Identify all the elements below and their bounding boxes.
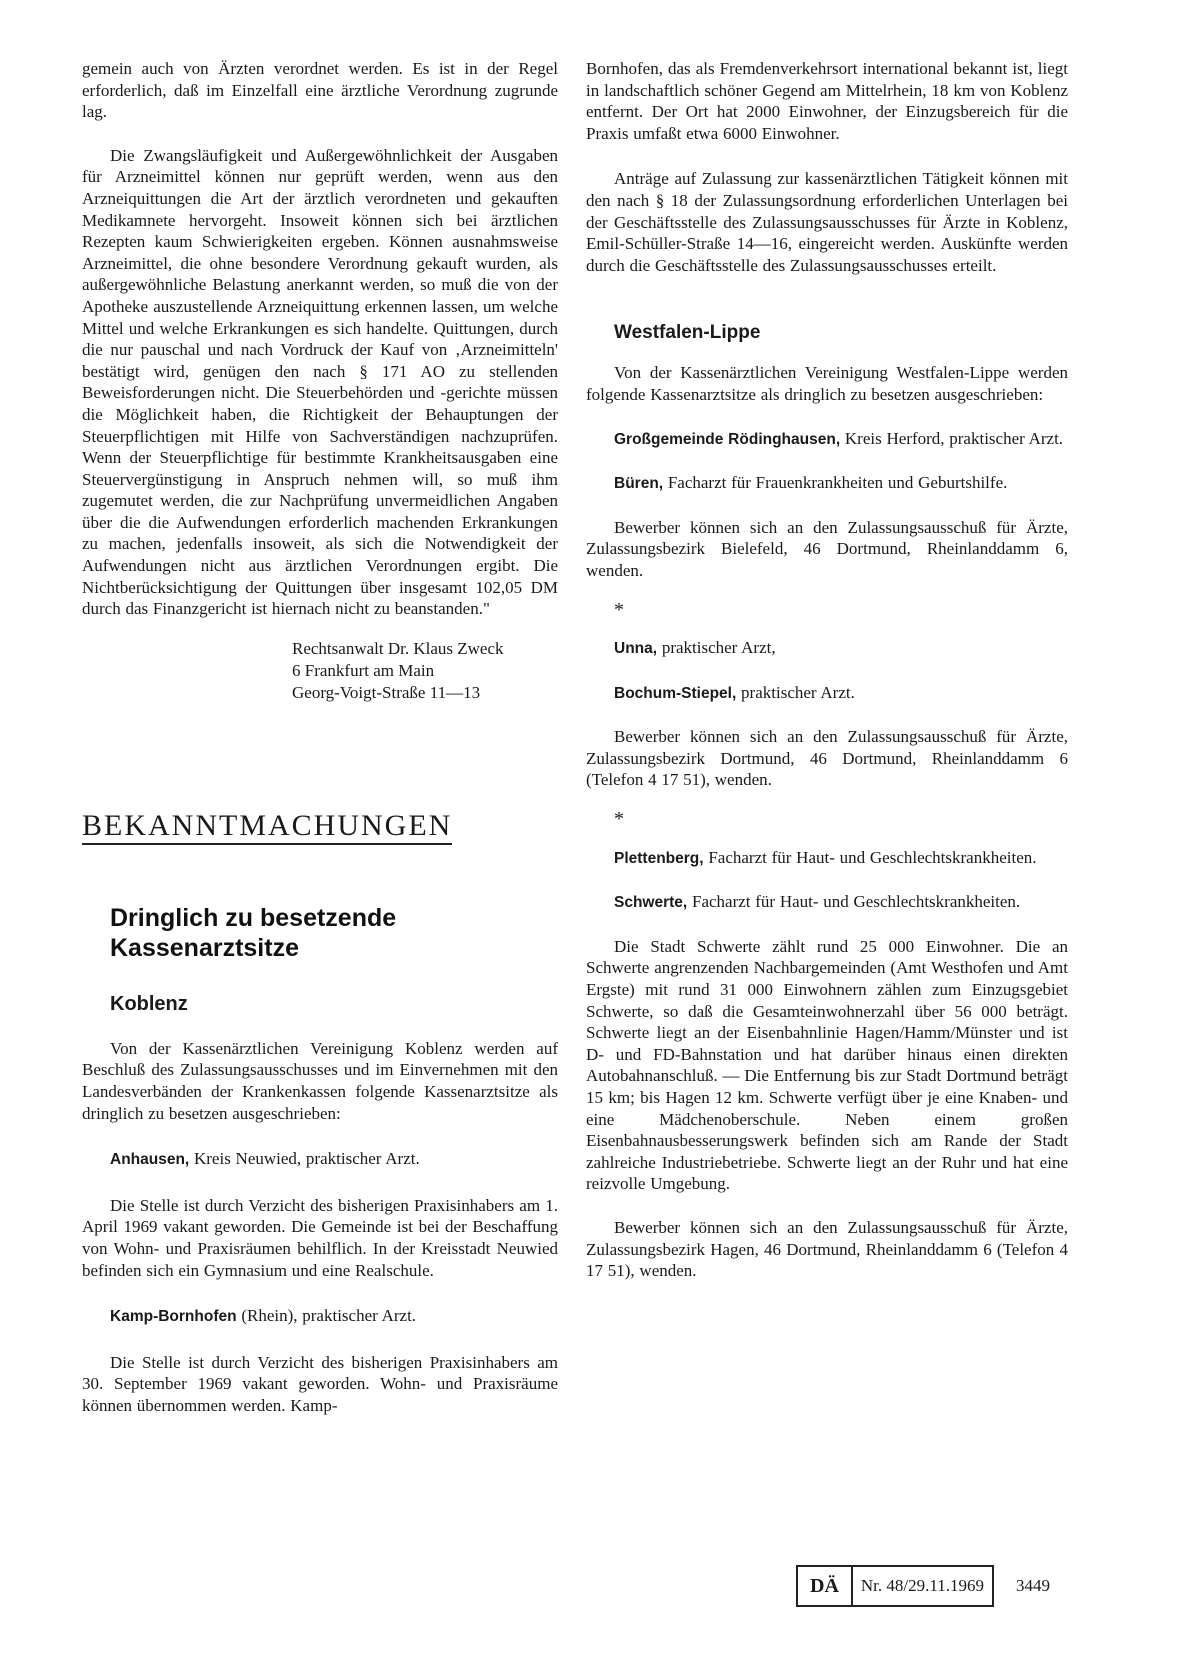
paragraph: Von der Kassenärztlichen Vereinigung Westfalen-Lippe werden folgende Kassenarztsitze als dringlich zu besetzen ausgeschrieben: [586,363,1068,404]
subheading-koblenz: Koblenz [110,992,188,1015]
paragraph: Die Zwangsläufigkeit und Außergewöhnlichkeit der Ausgaben für Arzneimittel können nur geprüft werden, wenn aus den Arzneiquittungen die Art der ärztlich verordneten und gekauften Medikamnete hervorgeht. Insoweit können sich bei ärztlichen Rezepten kaum Schwierigkeiten ergeben. Können ausnahmsweise Arzneimittel, die ohne besondere Verordnung gekauft wurden, als außergewöhnliche Belastung anerkannt werden, so muß die von der Apotheke auszustellende Arzneiquittung erkennen lassen, um welche Mittel und welche Erkrankungen es sich handelte. Quittungen, durch die nur pauschal und nach Vordruck der Kauf von ‚Arzneimitteln' bestätigt wird, genügen den nach § 171 AO zu stellenden Beweisforderungen nicht. Die Steuerbehörden und -gerichte müssen die Möglichkeit haben, die Richtigkeit der Behauptungen der Steuerpflichtigen mit Hilfe von Sachverständigen nachzuprüfen. Wenn der Steuerpflichtige für bestimmte Krankheitsausgaben eine Steuervergünstigung in Anspruch nehmen will, so muß ihm zugemutet werden, die zur Nachprüfung unvermeidlichen Angaben über die die Aufwendungen erforderlich machenden Erkrankungen zu machen, jedenfalls insoweit, als sich die Notwendigkeit der Aufwendungen nicht aus ärztlichen Verordnungen ergibt. Die Nichtberücksichtigung der Quittungen über insgesamt 102,05 DM durch das Finanzgericht ist hiernach nicht zu beanstanden." [82,145,558,619]
listing-detail: Facharzt für Haut- und Geschlechtskrankheiten. [687,892,1021,912]
paragraph: Bewerber können sich an den Zulassungsausschuß für Ärzte, Zulassungsbezirk Bielefeld, 46 Dortmund, Rheinlanddamm 6, wenden. [586,517,1068,580]
paragraph: Die Stadt Schwerte zählt rund 25 000 Einwohner. Die an Schwerte angrenzenden Nachbargemeinden (Amt Westhofen und Amt Ergste) mit rund 31 000 Einwohnern zählen zum Einzugsgebiet Schwerte, so daß die Gesamteinwohnerzahl über 56 000 beträgt. Schwerte liegt an der Eisenbahnlinie Hagen/Hamm/Münster und ist D- und FD-Bahnstation und hat darüber hinaus einen direkten Autobahnanschluß. — Die Entfernung bis zur Stadt Dortmund beträgt 15 km; bis Hagen 12 km. Schwerte verfügt über je eine Knaben- und eine Mädchenoberschule. Neben einem großen Eisenbahnausbesserungswerk befinden sich am Rande der Stadt zahlreiche Industriebetriebe. Schwerte liegt an der Ruhr und hat eine reizvolle Umgebung. [586,936,1068,1194]
author-street: Georg-Voigt-Straße 11—13 [292,682,481,702]
section-heading-wrap [82,809,558,845]
listing-place: Großgemeinde Rödinghausen, [614,430,841,448]
listing-plettenberg [586,847,1068,870]
issue-box [796,1565,994,1607]
paragraph: Bornhofen, das als Fremdenverkehrsort international bekannt ist, liegt in landschaftlich schöner Gegend am Mittelrhein, 18 km von Koblenz entfernt. Der Ort hat 2000 Einwohner, der Einzugsbereich für die Praxis umfaßt etwa 6000 Einwohner. [586,59,1068,143]
page-number: 3449 [1015,1576,1050,1595]
listing-bueren [586,472,1068,495]
journal-logo: DÄ [798,1567,853,1605]
separator-star: * [614,598,624,621]
listing-anhausen [82,1148,558,1171]
paragraph: Die Stelle ist durch Verzicht des bisherigen Praxisinhabers am 30. September 1969 vakant geworden. Wohn- und Praxisräume können übernommen werden. Kamp- [82,1352,558,1415]
separator-star: * [614,808,624,831]
listing-place: Büren, [614,475,664,493]
listing-detail: Facharzt für Haut- und Geschlechtskrankheiten. [703,847,1037,867]
listing-detail: Facharzt für Frauenkrankheiten und Geburtshilfe. [663,473,1008,493]
paragraph: Bewerber können sich an den Zulassungsausschuß für Ärzte, Zulassungsbezirk Hagen, 46 Dortmund, Rheinlanddamm 6 (Telefon 4 17 51), wenden. [586,1217,1068,1281]
listing-bochum-stiepel [586,682,1068,705]
listing-detail: Kreis Herford, praktischer Arzt. [840,428,1064,448]
listing-schwerte [586,891,1068,914]
author-name: Rechtsanwalt Dr. Klaus Zweck [292,638,504,658]
listing-roedinghausen [586,428,1068,451]
section-heading: BEKANNTMACHUNGEN [82,809,452,845]
main-heading-line: Kassenarztsitze [110,933,299,962]
paragraph: Die Stelle ist durch Verzicht des bisherigen Praxisinhabers am 1. April 1969 vakant geworden. Die Gemeinde ist bei der Beschaffung von Wohn- und Praxisräumen behilflich. In der Kreisstadt Neuwied befinden sich ein Gymnasium und eine Realschule. [82,1195,558,1280]
paragraph: Anträge auf Zulassung zur kassenärztlichen Tätigkeit können mit den nach § 18 der Zulassungsordnung erforderlichen Unterlagen bei der Geschäftsstelle des Zulassungsausschusses für Ärzte in Koblenz, Emil-Schüller-Straße 14—16, eingereicht werden. Auskünfte werden durch die Geschäftsstelle des Zulassungsausschusses erteilt. [586,169,1068,275]
paragraph: Von der Kassenärztlichen Vereinigung Koblenz werden auf Beschluß des Zulassungsausschusses und im Einvernehmen mit den Landesverbänden der Krankenkassen folgende Kassenarztsitze als dringlich zu besetzen ausgeschrieben: [82,1038,558,1123]
listing-detail: (Rhein), praktischer Arzt. [236,1306,417,1326]
right-column [586,58,1068,1282]
listing-place: Plettenberg, [614,849,704,867]
main-heading-line: Dringlich zu besetzende [110,903,397,932]
listing-place: Kamp-Bornhofen [110,1308,237,1326]
subheading-westfalen-lippe: Westfalen-Lippe [614,322,761,344]
listing-detail: Kreis Neuwied, praktischer Arzt. [189,1149,420,1169]
issue-number: Nr. 48/29.11.1969 [860,1576,984,1595]
listing-detail: praktischer Arzt, [657,638,776,658]
page-footer [796,1566,1050,1606]
listing-place: Schwerte, [614,894,688,912]
main-heading [82,903,558,963]
listing-unna [586,637,1068,660]
paragraph: gemein auch von Ärzten verordnet werden. Es ist in der Regel erforderlich, daß im Einzelfall eine ärztliche Verordnung zugrunde lag. [82,59,558,122]
listing-kamp-bornhofen [82,1305,558,1328]
paragraph: Bewerber können sich an den Zulassungsausschuß für Ärzte, Zulassungsbezirk Dortmund, 46 Dortmund, Rheinlanddamm 6 (Telefon 4 17 51), wenden. [586,727,1068,790]
left-column [82,58,558,1417]
listing-place: Bochum-Stiepel, [614,684,737,702]
listing-place: Unna, [614,640,658,658]
listing-place: Anhausen, [110,1151,190,1169]
author-signature [82,638,558,704]
listing-detail: praktischer Arzt. [736,682,855,702]
author-city: 6 Frankfurt am Main [292,660,435,680]
